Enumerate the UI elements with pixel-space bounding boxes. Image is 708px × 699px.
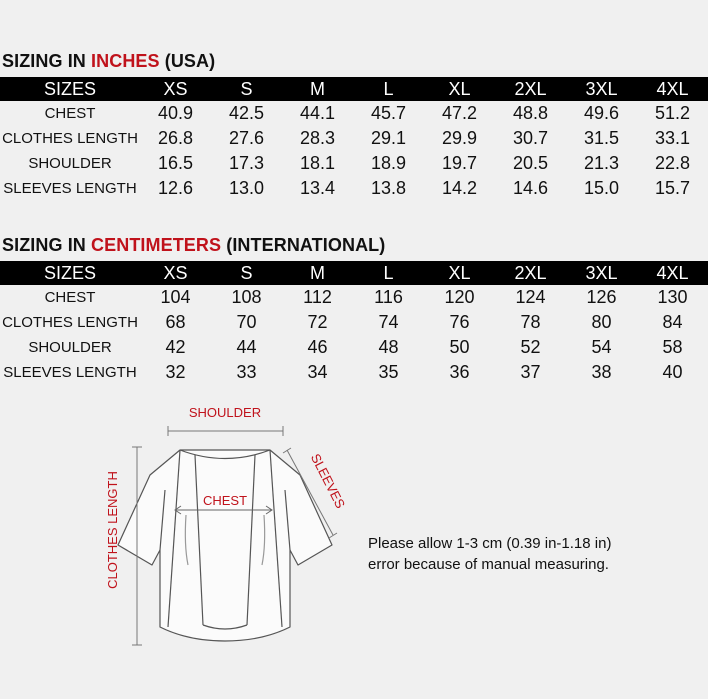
table-cell: 36 — [449, 362, 470, 382]
row-label: CLOTHES LENGTH — [2, 130, 138, 147]
table-cell: 76 — [449, 312, 470, 332]
header-cell: SIZES — [0, 261, 140, 285]
table-row — [0, 285, 708, 310]
inches-title-accent: INCHES — [91, 51, 160, 71]
table-cell: 46 — [307, 337, 328, 357]
table-cell: 48.8 — [512, 103, 549, 123]
table-cell: 12.6 — [157, 178, 194, 198]
table-cell: 21.3 — [583, 153, 620, 173]
table-cell: 33.1 — [654, 128, 691, 148]
table-cell: 49.6 — [583, 103, 620, 123]
table-cell: 13.0 — [228, 178, 265, 198]
table-cell: 112 — [303, 287, 332, 307]
table-cell: 30.7 — [512, 128, 549, 148]
table-cell: 13.4 — [299, 178, 336, 198]
chest-label: CHEST — [202, 493, 248, 508]
table-cell: 29.1 — [370, 128, 407, 148]
table-cell: 54 — [591, 337, 612, 357]
row-label: SLEEVES LENGTH — [3, 180, 137, 197]
table-cell: 15.0 — [583, 178, 620, 198]
table-cell: 47.2 — [441, 103, 478, 123]
shoulder-measure-line — [168, 426, 283, 436]
header-cell: 3XL — [566, 261, 637, 285]
header-cell: 4XL — [637, 77, 708, 101]
header-cell: XL — [424, 261, 495, 285]
table-row — [0, 126, 708, 151]
table-cell: 26.8 — [157, 128, 194, 148]
table-cell: 16.5 — [157, 153, 194, 173]
table-cell: 22.8 — [654, 153, 691, 173]
table-cell: 108 — [231, 287, 262, 307]
table-cell: 51.2 — [654, 103, 691, 123]
clothes-length-label: CLOTHES LENGTH — [105, 471, 120, 589]
cm-title-suffix: (INTERNATIONAL) — [221, 235, 386, 255]
table-cell: 84 — [662, 312, 683, 332]
table-row — [0, 176, 708, 201]
inches-title-suffix: (USA) — [159, 51, 216, 71]
table-cell: 78 — [520, 312, 541, 332]
header-cell: 3XL — [566, 77, 637, 101]
table-cell: 18.9 — [370, 153, 407, 173]
cm-title-prefix: SIZING IN — [2, 235, 92, 255]
row-label: SHOULDER — [28, 155, 112, 172]
table-cell: 48 — [378, 337, 399, 357]
sleeves-label: SLEEVES — [307, 451, 349, 511]
table-row — [0, 360, 708, 385]
table-cell: 52 — [520, 337, 541, 357]
table-cell: 74 — [378, 312, 399, 332]
table-row — [0, 310, 708, 335]
table-cell: 42 — [165, 337, 186, 357]
cm-title-accent: CENTIMETERS — [91, 235, 222, 255]
inches-title-prefix: SIZING IN — [2, 51, 92, 71]
table-row — [0, 101, 708, 126]
table-cell: 34 — [307, 362, 328, 382]
row-label: CHEST — [44, 105, 96, 122]
table-cell: 104 — [160, 287, 191, 307]
table-cell: 44 — [236, 337, 257, 357]
table-cell: 18.1 — [299, 153, 336, 173]
header-cell: S — [211, 77, 282, 101]
table-cell: 45.7 — [370, 103, 407, 123]
table-cell: 17.3 — [228, 153, 265, 173]
centimeters-section-title — [2, 235, 385, 256]
row-label: CHEST — [44, 289, 96, 306]
header-cell: M — [282, 261, 353, 285]
table-cell: 50 — [449, 337, 470, 357]
header-cell: M — [282, 77, 353, 101]
table-cell: 32 — [165, 362, 186, 382]
header-cell: S — [211, 261, 282, 285]
table-cell: 13.8 — [370, 178, 407, 198]
row-label: CLOTHES LENGTH — [2, 314, 138, 331]
inches-size-table — [0, 77, 708, 201]
cm-header-row — [0, 261, 708, 285]
header-cell: SIZES — [0, 77, 140, 101]
shoulder-label: SHOULDER — [188, 405, 262, 420]
table-cell: 70 — [236, 312, 257, 332]
header-cell: L — [353, 77, 424, 101]
table-cell: 37 — [520, 362, 541, 382]
centimeters-size-table — [0, 261, 708, 385]
table-cell: 40.9 — [157, 103, 194, 123]
table-cell: 72 — [307, 312, 328, 332]
row-label: SHOULDER — [28, 339, 112, 356]
table-cell: 130 — [657, 287, 688, 307]
table-cell: 27.6 — [228, 128, 265, 148]
table-cell: 35 — [378, 362, 399, 382]
table-cell: 38 — [591, 362, 612, 382]
table-cell: 33 — [236, 362, 257, 382]
table-row — [0, 151, 708, 176]
inches-header-row — [0, 77, 708, 101]
note-line-2: error because of manual measuring. — [368, 556, 609, 573]
note-line-1: Please allow 1-3 cm (0.39 in-1.18 in) — [368, 535, 612, 552]
header-cell: 4XL — [637, 261, 708, 285]
table-cell: 15.7 — [654, 178, 691, 198]
header-cell: 2XL — [495, 77, 566, 101]
table-cell: 42.5 — [228, 103, 265, 123]
table-cell: 28.3 — [299, 128, 336, 148]
table-cell: 19.7 — [441, 153, 478, 173]
header-cell: XS — [140, 261, 211, 285]
table-cell: 120 — [444, 287, 475, 307]
table-cell: 40 — [662, 362, 683, 382]
table-cell: 14.6 — [512, 178, 549, 198]
row-label: SLEEVES LENGTH — [3, 364, 137, 381]
table-cell: 31.5 — [583, 128, 620, 148]
table-cell: 126 — [586, 287, 617, 307]
header-cell: XS — [140, 77, 211, 101]
table-cell: 116 — [374, 287, 403, 307]
header-cell: 2XL — [495, 261, 566, 285]
header-cell: XL — [424, 77, 495, 101]
table-cell: 124 — [515, 287, 546, 307]
table-cell: 20.5 — [512, 153, 549, 173]
table-cell: 68 — [165, 312, 186, 332]
inches-section-title — [2, 51, 215, 72]
table-cell: 44.1 — [299, 103, 336, 123]
kimono-outline — [118, 450, 332, 641]
header-cell: L — [353, 261, 424, 285]
table-row — [0, 335, 708, 360]
table-cell: 29.9 — [441, 128, 478, 148]
table-cell: 80 — [591, 312, 612, 332]
measurement-note — [368, 533, 668, 575]
table-cell: 14.2 — [441, 178, 478, 198]
table-cell: 58 — [662, 337, 683, 357]
